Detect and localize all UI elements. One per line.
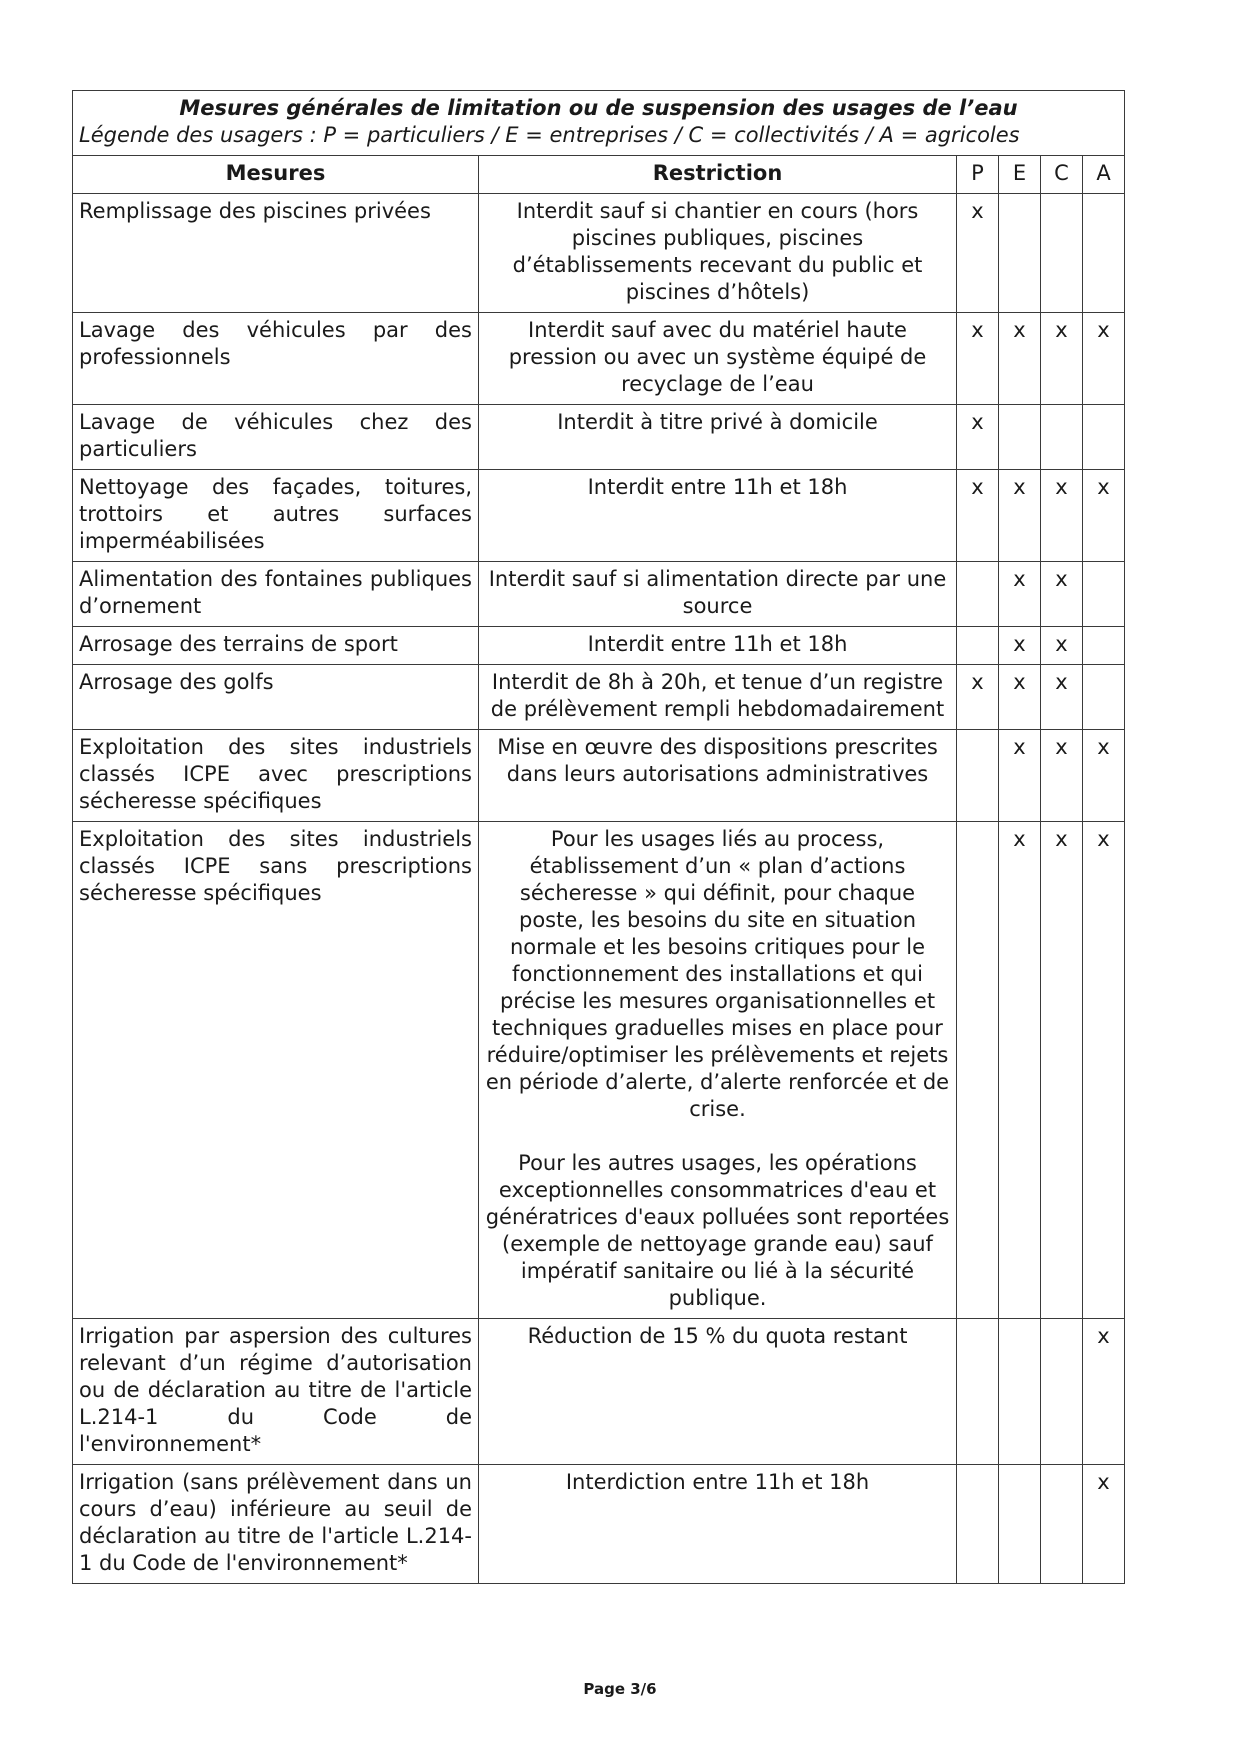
flag-p-cell bbox=[957, 562, 999, 627]
restriction-text: Interdit entre 11h et 18h bbox=[587, 475, 848, 499]
restriction-cell bbox=[479, 313, 957, 405]
mesure-cell: Arrosage des golfs bbox=[73, 665, 479, 730]
restriction-text: Interdit entre 11h et 18h bbox=[587, 632, 848, 656]
page-number: Page 3/6 bbox=[583, 1680, 657, 1698]
mesure-cell: Exploitation des sites industriels classés ICPE avec prescriptions sécheresse spécifiques bbox=[73, 730, 479, 822]
flag-e-cell: x bbox=[999, 627, 1041, 665]
flag-c-cell bbox=[1041, 1319, 1083, 1465]
flag-c-cell: x bbox=[1041, 562, 1083, 627]
table-row bbox=[73, 405, 1125, 470]
flag-p-cell bbox=[957, 822, 999, 1319]
flag-e-cell bbox=[999, 1319, 1041, 1465]
flag-e-cell: x bbox=[999, 665, 1041, 730]
table-header-row bbox=[73, 156, 1125, 194]
flag-a-cell: x bbox=[1083, 822, 1125, 1319]
restriction-text: Interdiction entre 11h et 18h bbox=[565, 1470, 870, 1494]
restriction-text: Pour les autres usages, les opérations exceptionnelles consommatrices d'eau et génératrices d'eaux polluées sont reportées (exemple de nettoyage grande eau) sauf impératif sanitaire ou lié à la sécurité publique. bbox=[485, 1151, 950, 1310]
flag-a-cell: x bbox=[1083, 730, 1125, 822]
flag-a-cell bbox=[1083, 627, 1125, 665]
flag-c-cell: x bbox=[1041, 730, 1083, 822]
restriction-cell bbox=[479, 194, 957, 313]
table-row bbox=[73, 1465, 1125, 1584]
flag-p-cell: x bbox=[957, 405, 999, 470]
restriction-text: Réduction de 15 % du quota restant bbox=[527, 1324, 908, 1348]
mesure-cell: Irrigation (sans prélèvement dans un cours d’eau) inférieure au seuil de déclaration au titre de l'article L.214-1 du Code de l'environnement* bbox=[73, 1465, 479, 1584]
flag-p-cell: x bbox=[957, 470, 999, 562]
mesure-cell: Alimentation des fontaines publiques d’ornement bbox=[73, 562, 479, 627]
restriction-text: Interdit sauf avec du matériel haute pression ou avec un système équipé de recyclage de l’eau bbox=[508, 318, 927, 396]
table-row bbox=[73, 470, 1125, 562]
header-p: P bbox=[957, 156, 999, 194]
flag-a-cell: x bbox=[1083, 1319, 1125, 1465]
flag-e-cell: x bbox=[999, 562, 1041, 627]
restriction-text: Pour les usages liés au process, établissement d’un « plan d’actions sécheresse » qui définit, pour chaque poste, les besoins du site en situation normale et les besoins critiques pour le fonctionnement des installations et qui précise les mesures organisationnelles et techniques graduelles mises en place pour réduire/optimiser les prélèvements et rejets en période d’alerte, d’alerte renforcée et de crise. bbox=[485, 827, 950, 1121]
flag-c-cell bbox=[1041, 194, 1083, 313]
mesure-cell: Lavage des véhicules par des professionnels bbox=[73, 313, 479, 405]
flag-p-cell bbox=[957, 730, 999, 822]
flag-c-cell: x bbox=[1041, 313, 1083, 405]
restriction-cell bbox=[479, 1319, 957, 1465]
mesure-cell: Irrigation par aspersion des cultures relevant d’un régime d’autorisation ou de déclaration au titre de l'article L.214-1 du Code de l'environnement* bbox=[73, 1319, 479, 1465]
flag-e-cell: x bbox=[999, 313, 1041, 405]
mesure-cell: Nettoyage des façades, toitures, trottoirs et autres surfaces imperméabilisées bbox=[73, 470, 479, 562]
flag-p-cell bbox=[957, 627, 999, 665]
flag-c-cell bbox=[1041, 405, 1083, 470]
flag-p-cell: x bbox=[957, 194, 999, 313]
header-restriction: Restriction bbox=[479, 156, 957, 194]
water-restrictions-table bbox=[72, 90, 1125, 1584]
flag-a-cell: x bbox=[1083, 1465, 1125, 1584]
restriction-text: Interdit de 8h à 20h, et tenue d’un registre de prélèvement rempli hebdomadairement bbox=[490, 670, 945, 721]
mesure-cell: Arrosage des terrains de sport bbox=[73, 627, 479, 665]
restriction-cell bbox=[479, 665, 957, 730]
table-row bbox=[73, 1319, 1125, 1465]
mesure-cell: Remplissage des piscines privées bbox=[73, 194, 479, 313]
flag-c-cell: x bbox=[1041, 470, 1083, 562]
restriction-text: Mise en œuvre des dispositions prescrites dans leurs autorisations administratives bbox=[497, 735, 938, 786]
table-title-row bbox=[73, 91, 1125, 156]
flag-a-cell bbox=[1083, 665, 1125, 730]
header-c: C bbox=[1041, 156, 1083, 194]
mesure-cell: Lavage de véhicules chez des particuliers bbox=[73, 405, 479, 470]
flag-c-cell bbox=[1041, 1465, 1083, 1584]
restriction-text: Interdit sauf si chantier en cours (hors piscines publiques, piscines d’établissements recevant du public et piscines d’hôtels) bbox=[512, 199, 923, 304]
flag-p-cell: x bbox=[957, 665, 999, 730]
flag-p-cell: x bbox=[957, 313, 999, 405]
restriction-cell bbox=[479, 405, 957, 470]
flag-e-cell bbox=[999, 1465, 1041, 1584]
table-title: Mesures générales de limitation ou de suspension des usages de l’eau bbox=[179, 96, 1018, 120]
header-a: A bbox=[1083, 156, 1125, 194]
flag-e-cell bbox=[999, 405, 1041, 470]
flag-c-cell: x bbox=[1041, 822, 1083, 1319]
table-row bbox=[73, 730, 1125, 822]
restriction-cell bbox=[479, 562, 957, 627]
restriction-cell bbox=[479, 1465, 957, 1584]
table-legend: Légende des usagers : P = particuliers / E = entreprises / C = collectivités / A = agricoles bbox=[79, 123, 1020, 147]
flag-p-cell bbox=[957, 1465, 999, 1584]
table-body bbox=[73, 194, 1125, 1584]
table-row bbox=[73, 665, 1125, 730]
table-row bbox=[73, 562, 1125, 627]
flag-e-cell: x bbox=[999, 730, 1041, 822]
flag-e-cell bbox=[999, 194, 1041, 313]
mesure-cell: Exploitation des sites industriels classés ICPE sans prescriptions sécheresse spécifiques bbox=[73, 822, 479, 1319]
restriction-cell bbox=[479, 470, 957, 562]
header-e: E bbox=[999, 156, 1041, 194]
flag-a-cell: x bbox=[1083, 313, 1125, 405]
flag-a-cell bbox=[1083, 194, 1125, 313]
table-row bbox=[73, 627, 1125, 665]
header-mesures: Mesures bbox=[73, 156, 479, 194]
restriction-cell bbox=[479, 822, 957, 1319]
table-row bbox=[73, 822, 1125, 1319]
table-row bbox=[73, 313, 1125, 405]
flag-c-cell: x bbox=[1041, 627, 1083, 665]
restriction-cell bbox=[479, 627, 957, 665]
flag-a-cell bbox=[1083, 562, 1125, 627]
flag-a-cell bbox=[1083, 405, 1125, 470]
flag-c-cell: x bbox=[1041, 665, 1083, 730]
flag-e-cell: x bbox=[999, 822, 1041, 1319]
restriction-text: Interdit sauf si alimentation directe par une source bbox=[488, 567, 947, 618]
restriction-text: Interdit à titre privé à domicile bbox=[557, 410, 878, 434]
table-title-cell bbox=[73, 91, 1125, 156]
flag-p-cell bbox=[957, 1319, 999, 1465]
flag-e-cell: x bbox=[999, 470, 1041, 562]
flag-a-cell: x bbox=[1083, 470, 1125, 562]
restriction-cell bbox=[479, 730, 957, 822]
table-row bbox=[73, 194, 1125, 313]
